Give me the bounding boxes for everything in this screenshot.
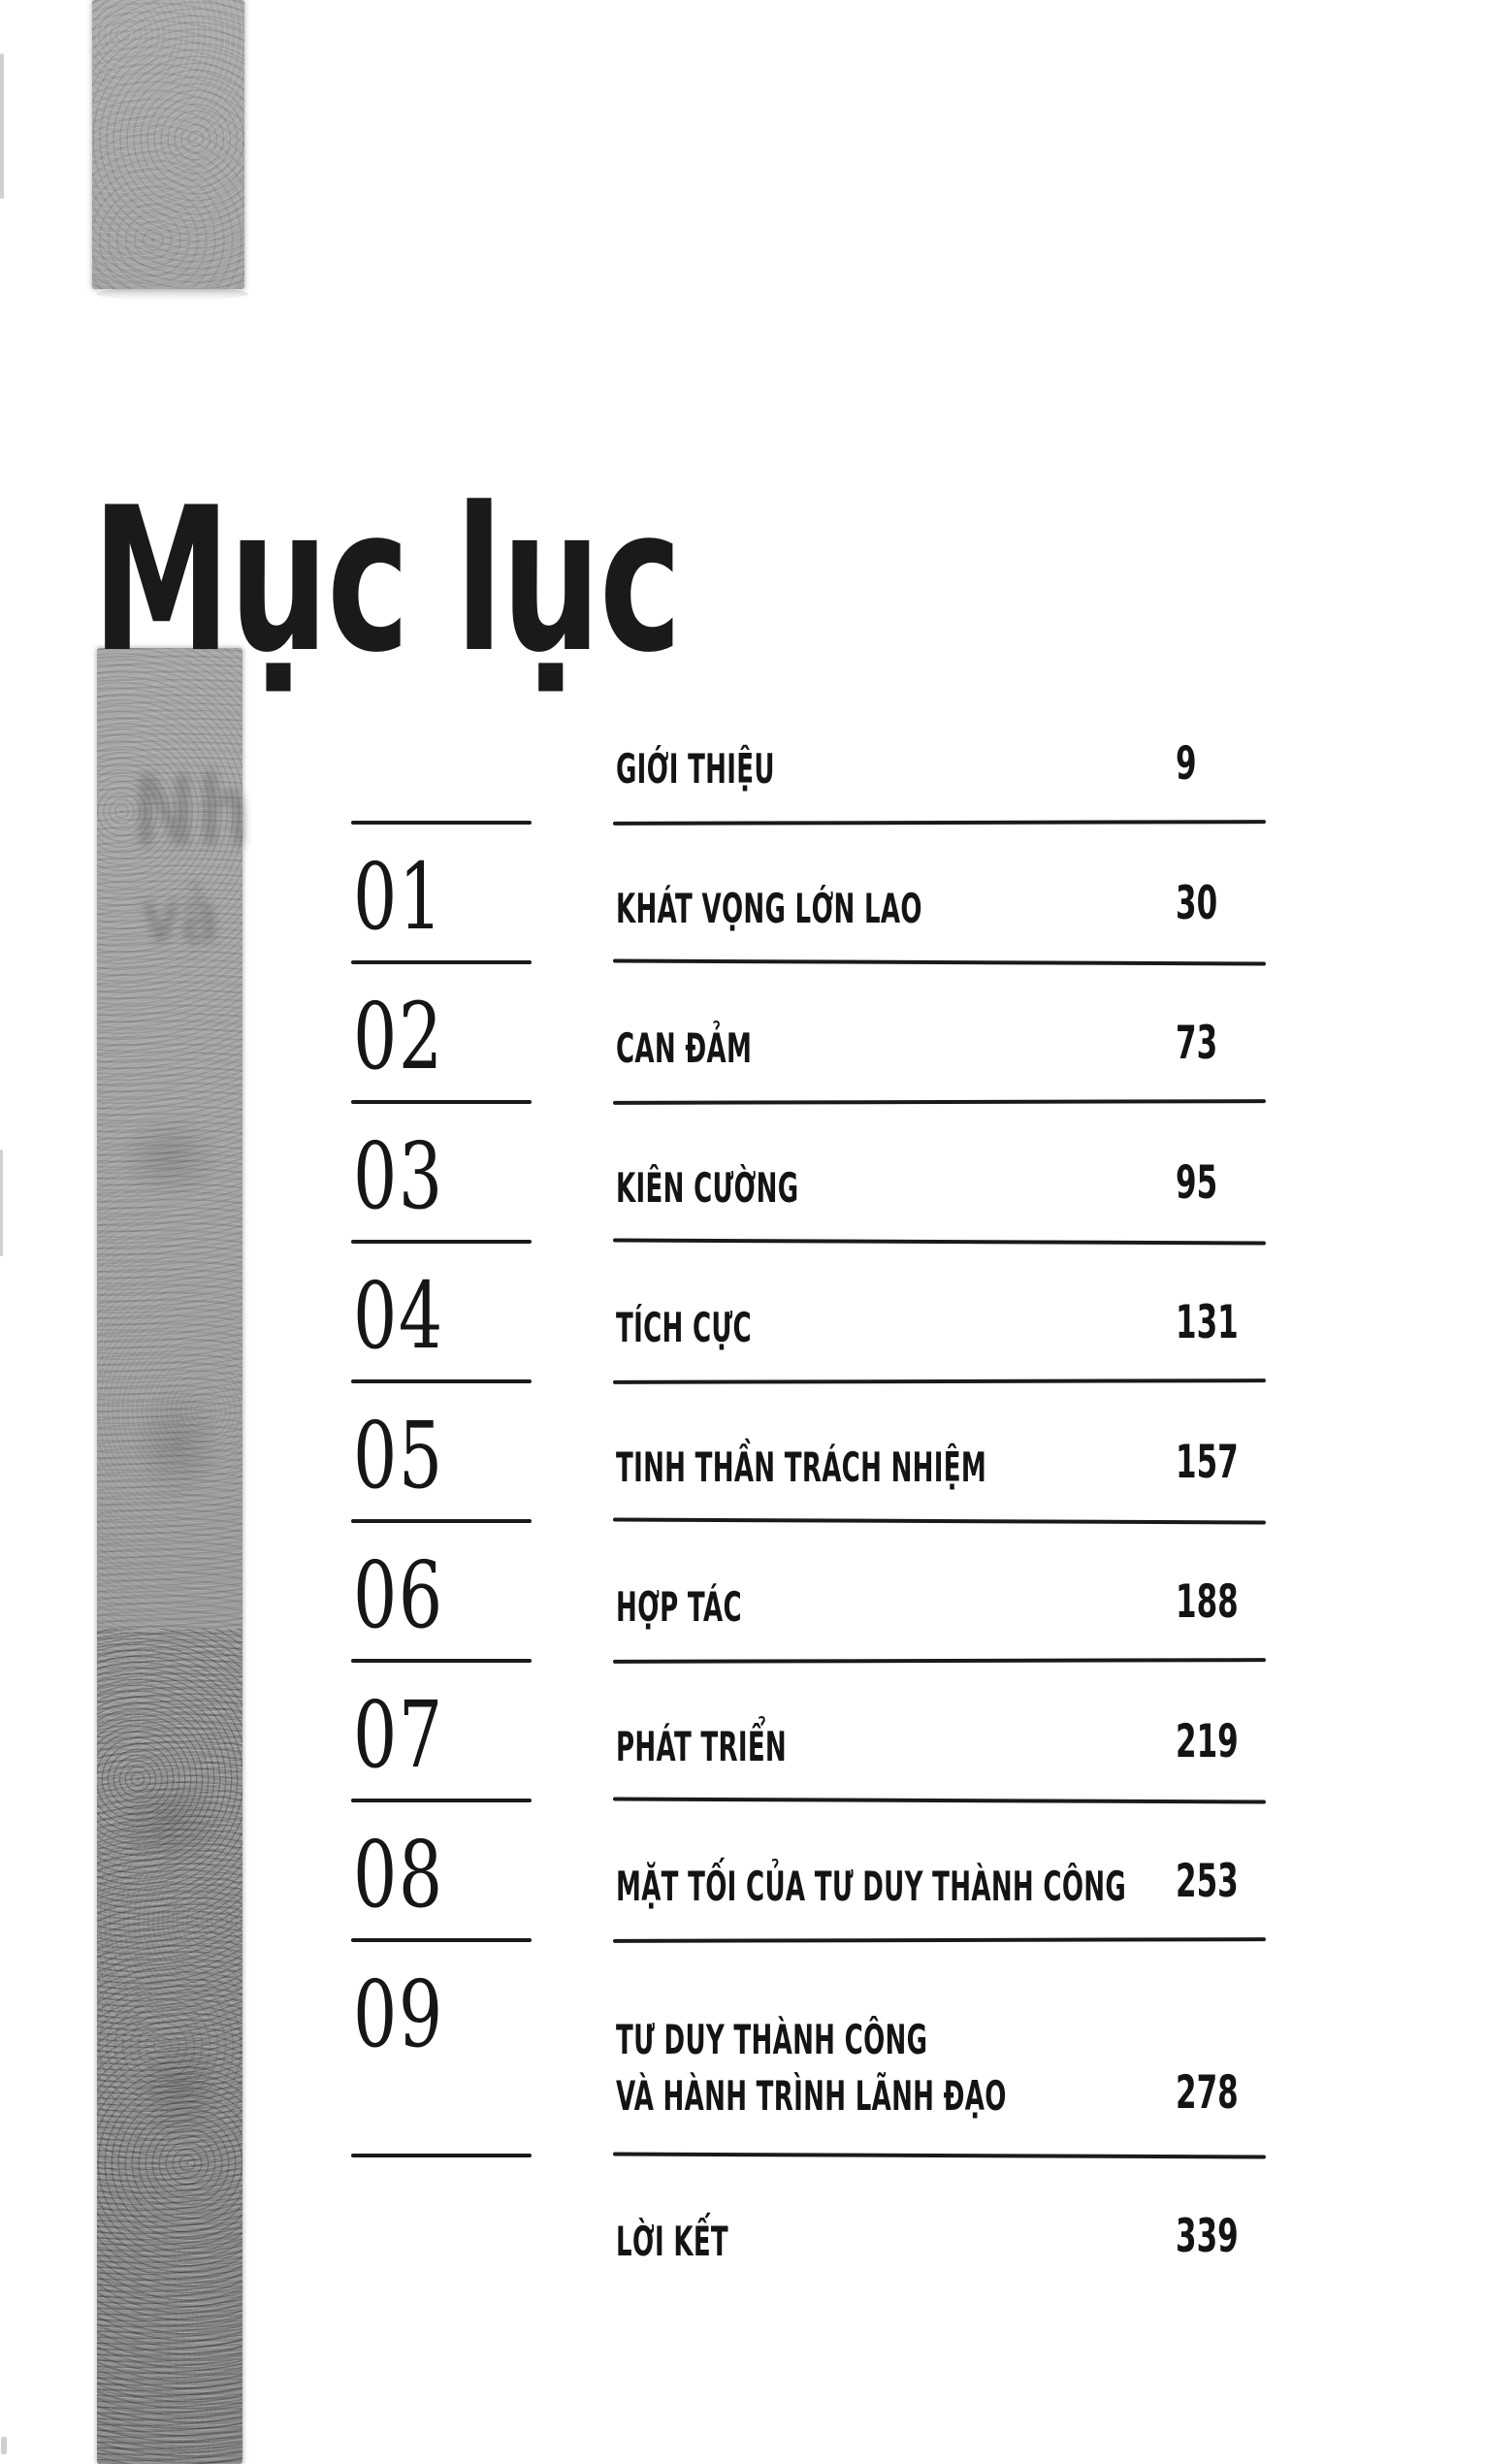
toc-row-03	[351, 1104, 1266, 1244]
page-number: 95	[1176, 1156, 1218, 1210]
toc-row-02	[351, 964, 1266, 1104]
page-edge-artifact	[0, 53, 4, 199]
toc-row-06	[351, 1523, 1266, 1663]
chapter-number: 03	[353, 1123, 444, 1230]
chapter-number: 02	[353, 984, 444, 1090]
scan-smudge	[131, 1385, 223, 1502]
chapter-number: 09	[353, 1961, 444, 2068]
chapter-title: PHÁT TRIỂN	[616, 1723, 788, 1770]
scan-artifact-block	[92, 0, 244, 289]
page-edge-artifact	[1, 2437, 7, 2454]
page-number: 157	[1176, 1436, 1239, 1489]
chapter-title: KHÁT VỌNG LỚN LAO	[616, 885, 922, 932]
chapter-title: GIỚI THIỆU	[616, 745, 775, 793]
chapter-title: MẶT TỐI CỦA TƯ DUY THÀNH CÔNG	[616, 1863, 1127, 1910]
toc-row-intro	[351, 685, 1266, 825]
chapter-number: 04	[353, 1263, 444, 1370]
toc-row-08	[351, 1802, 1266, 1942]
chapter-number: 01	[353, 844, 444, 951]
chapter-title: TƯ DUY THÀNH CÔNG VÀ HÀNH TRÌNH LÃNH ĐẠO	[616, 2016, 1007, 2120]
table-of-contents	[351, 685, 1266, 2328]
chapter-number: 08	[353, 1822, 444, 1929]
chapter-title: CAN ĐẢM	[616, 1024, 753, 1072]
chapter-title: KIÊN CƯỜNG	[616, 1164, 799, 1212]
chapter-title: TINH THẦN TRÁCH NHIỆM	[616, 1443, 987, 1491]
page-number: 278	[1176, 2066, 1239, 2120]
page-number: 253	[1176, 1855, 1239, 1908]
chapter-title: TÍCH CỰC	[616, 1304, 752, 1351]
page-edge-artifact	[0, 1150, 3, 1256]
toc-row-outro	[351, 2157, 1266, 2328]
page-number: 188	[1176, 1575, 1239, 1629]
toc-row-09	[351, 1942, 1266, 2157]
page-title: Mục lục	[92, 466, 681, 697]
scan-smudge	[112, 1773, 228, 1870]
toc-row-04	[351, 1244, 1266, 1383]
ghost-showthrough-text: và	[142, 873, 220, 959]
ghost-showthrough-text: Nh	[132, 755, 252, 868]
toc-row-07	[351, 1663, 1266, 1802]
scan-artifact-strip	[97, 648, 252, 2464]
chapter-number: 06	[353, 1542, 444, 1649]
scan-smudge	[136, 2035, 223, 2142]
toc-row-05	[351, 1383, 1266, 1523]
page-number: 131	[1176, 1296, 1239, 1349]
chapter-title: LỜI KẾT	[616, 2218, 728, 2265]
page-number: 30	[1176, 877, 1218, 930]
page-number: 73	[1176, 1017, 1218, 1070]
page-number: 339	[1176, 2210, 1239, 2263]
toc-row-01	[351, 825, 1266, 964]
chapter-title: HỢP TÁC	[616, 1583, 742, 1631]
chapter-number: 07	[353, 1682, 444, 1789]
page-number: 219	[1176, 1715, 1239, 1768]
page-number: 9	[1176, 737, 1197, 791]
scan-smudge	[116, 1114, 223, 1201]
chapter-number: 05	[353, 1403, 444, 1509]
